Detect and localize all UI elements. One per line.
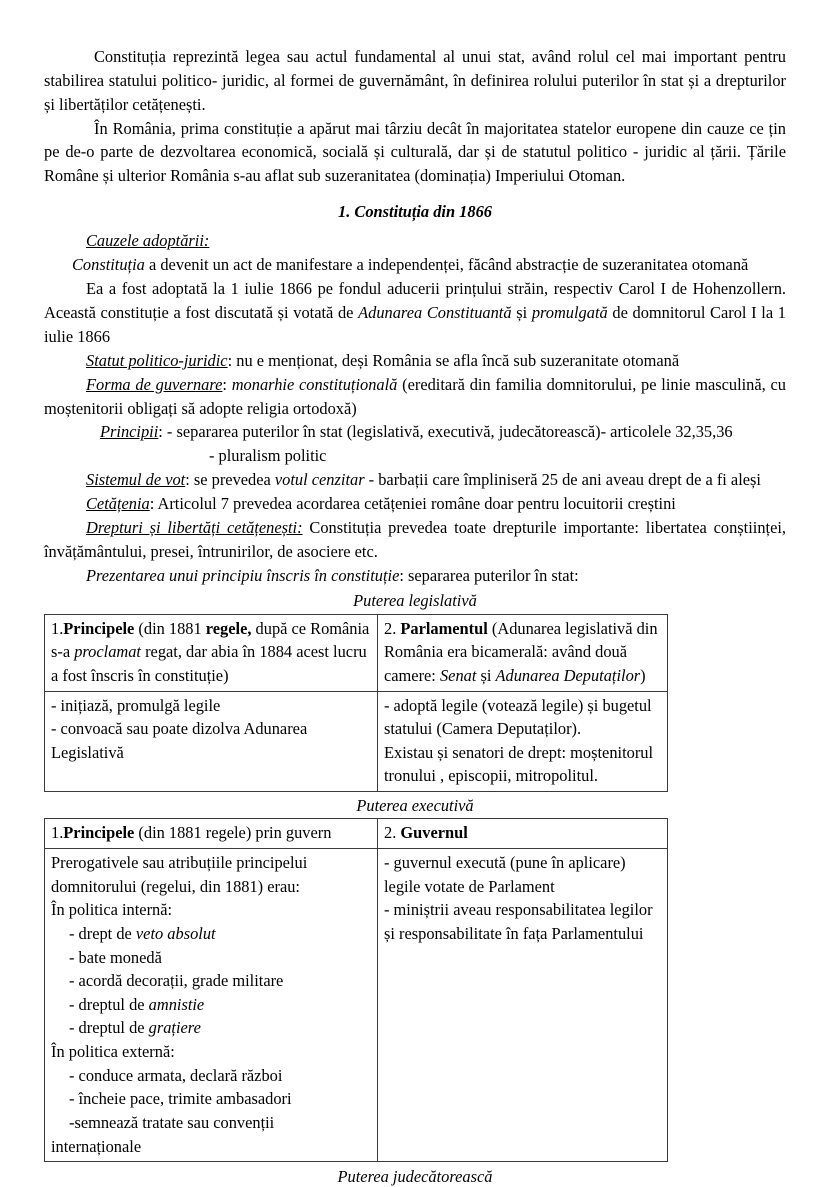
cell-em-proclamat: proclamat [74, 642, 141, 662]
forma-line [44, 373, 786, 421]
bullet-veto [51, 922, 371, 946]
causes-line-1 [44, 253, 786, 277]
cell-num: 1. [51, 618, 64, 638]
cell-em-senat: Senat [439, 665, 477, 685]
cell-num: 2. [384, 823, 401, 843]
cell-text-1: (din 1881 [134, 618, 206, 638]
forma-text: (ereditară din familia domnitorului, pe linie masculină, cu moștenitorii obligați să adopte religia ortodoxă) [44, 374, 786, 418]
causes-line-1-text: a devenit un act de manifestare a independenței, făcând abstracție de suzeranitatea otomană [144, 255, 749, 275]
causes-line-2-emphasis-2: promulgată [531, 303, 608, 323]
cell-line: Existau și senatori de drept: moștenitorul tronului , episcopii, mitropolitul. [384, 742, 654, 786]
cell-principele-legislativ [45, 614, 378, 691]
cell-principele-executiv [45, 819, 378, 849]
prezentare-emphasis: Prezentarea unui principiu înscris în constituție [86, 565, 400, 585]
vot-post: - barbații care împliniseră 25 de ani aveau drept de a fi aleși [364, 470, 761, 490]
cetatenia-label: Cetățenia [86, 493, 150, 513]
cell-text-1: (din 1881 regele) prin guvern [134, 823, 332, 843]
bullet-tratate: -semnează tratate sau convenții [69, 1112, 275, 1132]
cell-text-2: și [476, 665, 496, 685]
caption-puterea-legislativa: Puterea legislativă [353, 591, 477, 611]
drepturi-label: Drepturi și libertăți cetățenești: [86, 517, 303, 537]
section-title: 1. Constituția din 1866 [338, 202, 492, 222]
cell-num: 1. [51, 823, 64, 843]
cell-line: - miniștrii aveau responsabilitatea legilor și responsabilitate în fața Parlamentului [384, 900, 653, 943]
causes-line-2-mid: și [511, 303, 532, 323]
cell-guvernul [378, 819, 668, 849]
vot-pre: : se prevedea [185, 470, 275, 490]
causes-line-2-part1: Ea a fost adoptată la 1 iulie 1866 pe fondul aducerii prințului străin, respectiv Carol I de Hohenzollern. Această constituție a fost discutată și votată de [44, 279, 786, 323]
prezentare-line [44, 564, 786, 588]
cell-line: Prerogativele sau atribuțiile principelui domnitorului (regelui, din 1881) erau: [51, 853, 308, 896]
cetatenia-line [44, 492, 786, 516]
bullet-amnistie [51, 993, 371, 1017]
cell-bold-parlamentul: Parlamentul [400, 618, 488, 638]
principii-text-1: : - separarea puterilor în stat (legislativă, executivă, judecătorească)- articolele 32,35,36 [158, 422, 733, 442]
bullet-emphasis: amnistie [148, 994, 205, 1014]
cell-text-1: (Adunarea legislativă din România era bicamerală: având două camere: [384, 618, 658, 685]
bullet-pace: - încheie pace, trimite ambasadori [69, 1089, 292, 1109]
cell-bold-regele: regele, [205, 618, 252, 638]
cell-atributii-guvern [378, 849, 668, 1162]
caption-puterea-judecatoreasca: Puterea judecătorească [337, 1167, 493, 1187]
cell-line-politica-externa: În politica externă: [51, 1042, 175, 1062]
bullet-tratate-continuation: internaționale [51, 1136, 142, 1156]
causes-line-1-emphasis: Constituția [72, 255, 145, 275]
drepturi-text: Constituția prevedea toate drepturile importante: libertatea conștiinței, învățământului, presei, întrunirilor, de asociere etc. [44, 517, 786, 561]
cell-em-adunarea-deputatilor: Adunarea Deputaților [495, 665, 641, 685]
forma-label: Forma de guvernare [86, 374, 223, 394]
cell-bold-principele: Principele [63, 823, 135, 843]
bullet-text: - dreptul de [69, 1018, 149, 1038]
cell-text-3: ) [640, 665, 646, 685]
cell-atributii-principe-legislativ [45, 691, 378, 792]
principii-line-1 [44, 420, 786, 444]
cell-line: - guvernul execută (pune în aplicare) legile votate de Parlament [384, 853, 626, 896]
bullet-emphasis: grațiere [148, 1018, 201, 1038]
forma-colon: : [222, 374, 232, 394]
intro-paragraph-1: Constituția reprezintă legea sau actul fundamental al unui stat, având rolul cel mai important pentru stabilirea statului politico- juridic, al formei de guvernământ, în definirea rolului puterilor în stat și a drepturilor și libertăților cetățenești. [44, 47, 786, 114]
table-row [45, 849, 668, 1162]
statut-line [44, 349, 786, 373]
statut-label: Statut politico-juridic [86, 350, 228, 370]
table-row [45, 819, 668, 849]
cell-text-3: regat, dar abia în 1884 acest lucru a fost înscris în constituție) [51, 642, 367, 685]
bullet-decoratii: - acordă decorații, grade militare [69, 971, 284, 991]
vot-label: Sistemul de vot [86, 470, 186, 490]
intro-paragraph-2: În România, prima constituție a apărut mai târziu decât în majoritatea statelor europene din cauze ce țin pe de-o parte de dezvoltarea economică, socială și culturală, dar și de statutul politico - juridic al țării. Țările Române și ulterior România s-au aflat sub suzeranitatea (dominația) Imperiului Otoman. [44, 118, 786, 186]
forma-emphasis: monarhie constituțională [231, 374, 398, 394]
bullet-moneda: - bate monedă [69, 947, 162, 967]
cell-prerogative-principe [45, 849, 378, 1162]
cell-line-politica-interna: În politica internă: [51, 900, 173, 920]
prezentare-text: : separarea puterilor în stat: [399, 565, 579, 585]
cetatenia-text: : Articolul 7 prevedea acordarea cetățeniei române doar pentru locuitorii creștini [149, 493, 676, 513]
statut-text: : nu e menționat, deși România se afla încă sub suzeranitate otomană [227, 350, 680, 370]
principii-label: Principii [100, 422, 159, 442]
table-puterea-legislativa [44, 614, 668, 792]
cell-bold-guvernul: Guvernul [400, 823, 468, 843]
principii-line-2: - pluralism politic [209, 446, 327, 466]
bullet-text: - dreptul de [69, 994, 149, 1014]
drepturi-line [44, 516, 786, 564]
bullet-armata: - conduce armata, declară război [69, 1065, 283, 1085]
vot-line [44, 468, 786, 492]
cell-atributii-parlament [378, 691, 668, 792]
vot-emphasis: votul cenzitar [274, 470, 365, 490]
causes-heading-label: Cauzele adoptării: [86, 231, 210, 251]
table-row [45, 614, 668, 691]
bullet-emphasis: veto absolut [135, 923, 216, 943]
caption-puterea-executiva: Puterea executivă [356, 796, 474, 816]
table-row [45, 691, 668, 792]
causes-line-2-emphasis-1: Adunarea Constituantă [358, 303, 512, 323]
cell-line: - inițiază, promulgă legile [51, 695, 221, 715]
causes-line-2-end: de domnitorul Carol I la 1 iulie 1866 [44, 303, 786, 346]
cell-line: - adoptă legile (votează legile) și bugetul statului (Camera Deputaților). [384, 695, 652, 739]
table-puterea-executiva [44, 818, 668, 1162]
cell-parlamentul [378, 614, 668, 691]
cell-line: - convoacă sau poate dizolva Adunarea Legislativă [51, 719, 308, 762]
causes-line-2 [44, 277, 786, 349]
bullet-text: - drept de [69, 923, 136, 943]
bullet-gratiere [51, 1016, 371, 1040]
cell-text-2: după ce România s-a [51, 618, 370, 662]
causes-heading [44, 229, 786, 253]
cell-num: 2. [384, 618, 401, 638]
cell-bold-principele: Principele [63, 618, 135, 638]
